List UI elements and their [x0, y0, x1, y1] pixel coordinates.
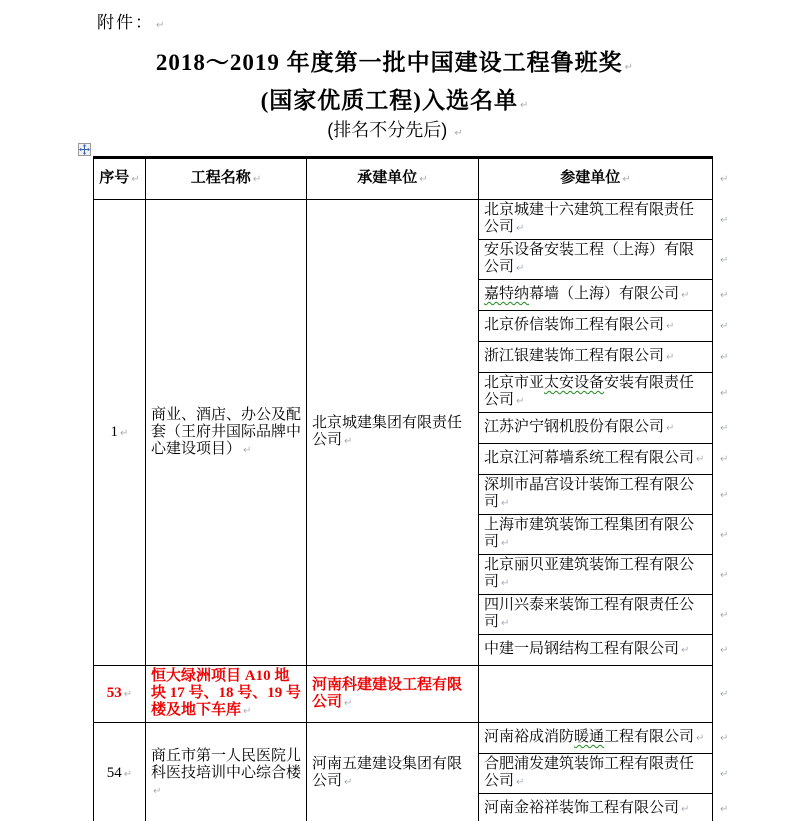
- participant-cell: 北京城建十六建筑工程有限责任公司 ↵: [479, 200, 713, 240]
- header-participants: 参建单位 ↵: [479, 158, 713, 200]
- cell-end-mark-icon: ↵: [153, 785, 162, 797]
- row-end-area: [713, 723, 734, 754]
- cell-end-mark-icon: ↵: [681, 804, 690, 815]
- participant-cell: 江苏沪宁钢机股份有限公司 ↵: [479, 413, 713, 444]
- row-end-mark-icon: ↵: [720, 489, 729, 501]
- table-row: [94, 200, 734, 240]
- row-end-mark-icon: ↵: [720, 423, 729, 434]
- title-line1-text: 2018～2019 年度第一批中国建设工程鲁班奖: [155, 50, 623, 75]
- participant-cell: 北京侨信装饰工程有限公司 ↵: [479, 311, 713, 342]
- cell-end-mark-icon: ↵: [252, 174, 262, 185]
- cell-end-mark-icon: ↵: [516, 223, 525, 234]
- row-end-mark-icon: ↵: [720, 454, 729, 465]
- row-end-mark-icon: ↵: [720, 804, 729, 815]
- participant-cell: 浙江银建装饰工程有限公司 ↵: [479, 342, 713, 373]
- row-end-area: [713, 311, 734, 342]
- cell-end-mark-icon: ↵: [681, 645, 690, 656]
- row-end-mark-icon: ↵: [720, 254, 729, 266]
- cell-end-mark-icon: ↵: [344, 697, 353, 709]
- row-end-mark-icon: ↵: [720, 321, 729, 332]
- attachment-label: [97, 8, 166, 33]
- cell-end-mark-icon: ↵: [666, 321, 675, 332]
- row-end-mark-icon: ↵: [720, 173, 729, 185]
- participant-cell: 中建一局钢结构工程有限公司 ↵: [479, 635, 713, 666]
- row53-contractor-cell: 河南科建建设工程有限公司 ↵: [307, 666, 479, 723]
- row-end-area: [713, 595, 734, 635]
- participant-cell: 四川兴泰来装饰工程有限责任公司 ↵: [479, 595, 713, 635]
- row-end-area: [713, 158, 734, 200]
- cell-end-mark-icon: ↵: [501, 618, 510, 629]
- cell-end-mark-icon: ↵: [344, 777, 353, 788]
- cell-end-mark-icon: ↵: [622, 174, 631, 185]
- cell-end-mark-icon: ↵: [344, 436, 353, 447]
- subtitle-text: (排名不分先后): [327, 120, 448, 140]
- participant-cell: 合肥浦发建筑装饰工程有限责任公司 ↵: [479, 754, 713, 794]
- title-line2-text: (国家优质工程)入选名单: [260, 88, 518, 113]
- row-end-area: [713, 342, 734, 373]
- row1-project-cell: 商业、酒店、办公及配套（王府井国际品牌中心建设项目） ↵: [146, 200, 307, 666]
- row-end-area: [713, 475, 734, 515]
- row53-project-cell: 恒大绿洲项目 A10 地块 17 号、18 号、19 号楼及地下车库 ↵: [146, 666, 307, 723]
- participant-cell: 深圳市晶宫设计装饰工程有限公司 ↵: [479, 475, 713, 515]
- cell-end-mark-icon: ↵: [243, 706, 252, 717]
- participant-cell: 河南裕成消防暖通工程有限公司 ↵: [479, 723, 713, 754]
- table-row: [94, 723, 734, 754]
- award-table-container: [93, 156, 734, 821]
- row54-no-cell: 54 ↵: [94, 723, 146, 821]
- cell-end-mark-icon: ↵: [666, 352, 675, 363]
- document-title-line2: [0, 82, 790, 115]
- cell-end-mark-icon: ↵: [501, 578, 510, 589]
- row-end-mark-icon: ↵: [720, 569, 729, 581]
- row-end-mark-icon: ↵: [720, 214, 729, 226]
- row-end-mark-icon: ↵: [720, 689, 729, 700]
- row-end-area: [713, 794, 734, 821]
- table-row-highlighted: [94, 666, 734, 723]
- participant-cell: 安乐设备安装工程（上海）有限公司 ↵: [479, 240, 713, 280]
- row-end-area: [713, 515, 734, 555]
- participant-cell: 嘉特纳幕墙（上海）有限公司 ↵: [479, 280, 713, 311]
- cell-end-mark-icon: ↵: [123, 689, 133, 700]
- row-end-mark-icon: ↵: [720, 290, 729, 301]
- attachment-text: 附件：: [97, 13, 154, 32]
- row-end-mark-icon: ↵: [720, 733, 729, 744]
- cell-end-mark-icon: ↵: [516, 263, 525, 274]
- row-end-mark-icon: ↵: [720, 609, 729, 621]
- header-row: [94, 158, 734, 200]
- cell-end-mark-icon: ↵: [419, 174, 428, 185]
- row-end-mark-icon: ↵: [720, 387, 729, 399]
- cell-end-mark-icon: ↵: [681, 290, 690, 301]
- row-end-mark-icon: ↵: [720, 645, 729, 656]
- cell-end-mark-icon: ↵: [120, 427, 129, 439]
- row-end-area: [713, 413, 734, 444]
- document-title-line1: [0, 44, 790, 77]
- cell-end-mark-icon: ↵: [123, 768, 133, 780]
- row-end-area: [713, 200, 734, 240]
- paragraph-mark-icon: ↵: [624, 62, 635, 73]
- row-end-area: [713, 280, 734, 311]
- row-end-mark-icon: ↵: [720, 529, 729, 541]
- row-end-mark-icon: ↵: [720, 352, 729, 363]
- row54-project-cell: 商丘市第一人民医院儿科医技培训中心综合楼↵: [146, 723, 307, 821]
- row-end-area: [713, 635, 734, 666]
- header-project: 工程名称 ↵: [146, 158, 307, 200]
- header-no: 序号 ↵: [94, 158, 146, 200]
- cell-end-mark-icon: ↵: [243, 444, 252, 456]
- row1-contractor-cell: 北京城建集团有限责任公司 ↵: [307, 200, 479, 666]
- paragraph-mark-icon: ↵: [519, 100, 530, 111]
- cell-end-mark-icon: ↵: [131, 174, 140, 185]
- participant-cell: 上海市建筑装饰工程集团有限公司 ↵: [479, 515, 713, 555]
- row-end-area: [713, 754, 734, 794]
- table-move-handle-icon[interactable]: [78, 143, 91, 156]
- participant-cell: 北京江河幕墙系统工程有限公司 ↵: [479, 444, 713, 475]
- header-contractor: 承建单位 ↵: [307, 158, 479, 200]
- cell-end-mark-icon: ↵: [516, 396, 525, 407]
- cell-end-mark-icon: ↵: [666, 423, 675, 434]
- row-end-area: [713, 240, 734, 280]
- participant-cell: 北京丽贝亚建筑装饰工程有限公司 ↵: [479, 555, 713, 595]
- row54-contractor-cell: 河南五建建设集团有限公司 ↵: [307, 723, 479, 821]
- participant-cell: 河南金裕祥装饰工程有限公司 ↵: [479, 794, 713, 821]
- cell-end-mark-icon: ↵: [516, 777, 525, 788]
- row-end-area: [713, 666, 734, 723]
- row53-no-cell: 53 ↵: [94, 666, 146, 723]
- row-end-area: [713, 444, 734, 475]
- award-table: [93, 156, 734, 821]
- row-end-area: [713, 373, 734, 413]
- paragraph-mark-icon: ↵: [156, 20, 167, 31]
- cell-end-mark-icon: ↵: [501, 498, 510, 509]
- row1-no-cell: 1 ↵: [94, 200, 146, 666]
- row-end-area: [713, 555, 734, 595]
- row53-participants-cell-empty: [479, 666, 713, 723]
- cell-end-mark-icon: ↵: [501, 538, 510, 549]
- row-end-mark-icon: ↵: [720, 768, 729, 780]
- cell-end-mark-icon: ↵: [696, 454, 705, 465]
- document-subtitle: [0, 116, 790, 142]
- participant-cell: 北京市亚太安设备安装有限责任公司 ↵: [479, 373, 713, 413]
- cell-end-mark-icon: ↵: [696, 733, 705, 744]
- paragraph-mark-icon: ↵: [454, 128, 463, 139]
